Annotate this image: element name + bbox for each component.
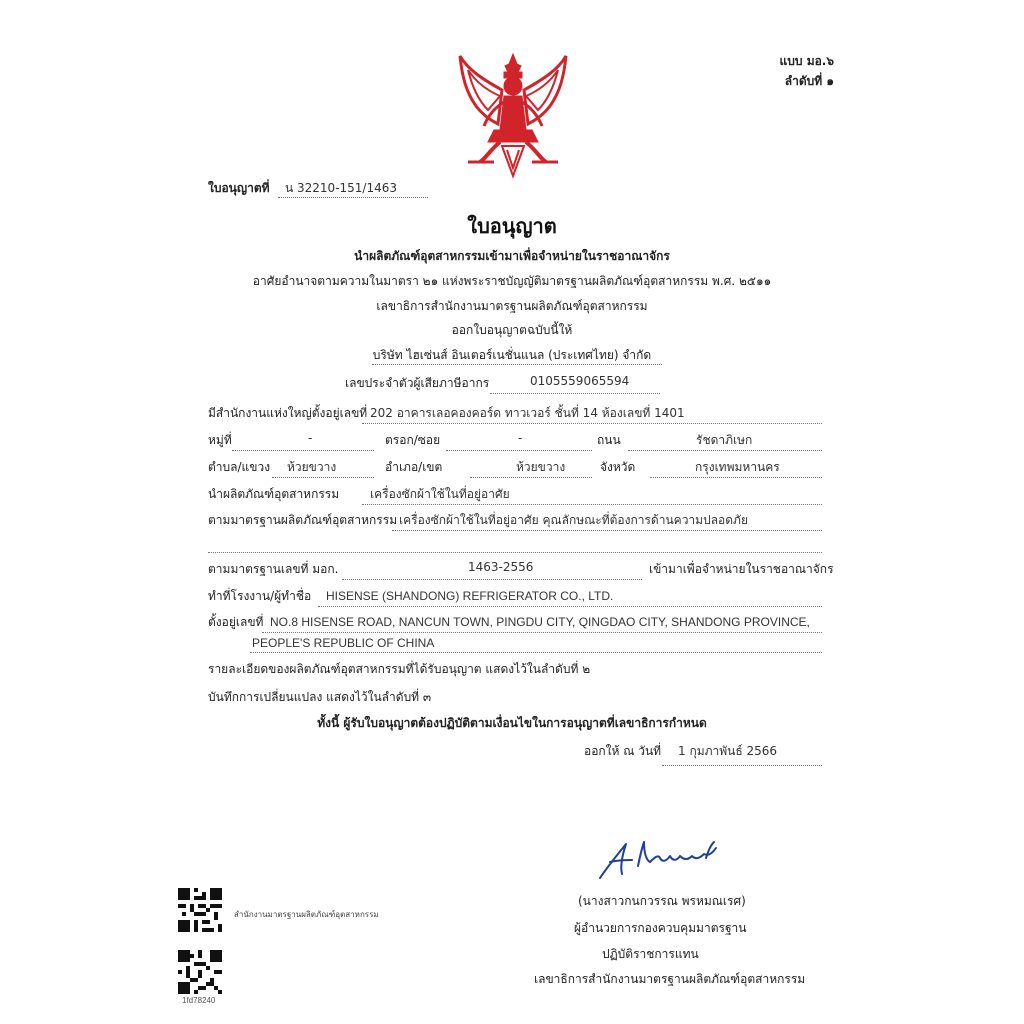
tax-id-dots — [490, 393, 660, 394]
moo-value: - — [308, 431, 313, 445]
province-label: จังหวัด — [600, 460, 636, 474]
road-value: รัชดาภิเษก — [696, 433, 753, 447]
factory-dots — [318, 606, 822, 607]
tis-label: ตามมาตรฐานเลขที่ มอก. — [208, 562, 339, 576]
office-dots — [362, 423, 822, 424]
soi-value: - — [518, 431, 523, 445]
province-value: กรุงเทพมหานคร — [695, 460, 780, 474]
tis-dots — [342, 579, 642, 580]
soi-label: ตรอก/ซอย — [385, 433, 441, 447]
standard-label: ตามมาตรฐานผลิตภัณฑ์อุตสาหกรรม — [208, 513, 398, 527]
road-dots — [628, 450, 822, 451]
address-dots-2 — [250, 652, 822, 653]
standard-dots — [392, 530, 822, 531]
tax-id-label: เลขประจำตัวผู้เสียภาษีอากร — [345, 376, 490, 390]
standard-value: เครื่องซักผ้าใช้ในที่อยู่อาศัย คุณลักษณะที่ต้องการด้านความปลอดภัย — [399, 513, 748, 527]
issue-date-label: ออกให้ ณ วันที่ — [584, 744, 662, 758]
soi-dots — [446, 450, 592, 451]
tambon-label: ตำบล/แขวง — [208, 460, 271, 474]
details-note: รายละเอียดของผลิตภัณฑ์อุตสาหกรรมที่ได้รับอนุญาต แสดงไว้ในลำดับที่ ๒ — [208, 662, 591, 676]
license-number: น 32210-151/1463 — [285, 181, 398, 195]
signer-title: เลขาธิการสำนักงานมาตรฐานผลิตภัณฑ์อุตสาหกรรม — [534, 972, 806, 986]
moo-label: หมู่ที่ — [208, 433, 232, 447]
amphoe-value: ห้วยขวาง — [516, 460, 566, 474]
address-label: ตั้งอยู่เลขที่ — [208, 615, 264, 629]
license-number-dots — [278, 197, 428, 198]
tambon-value: ห้วยขวาง — [287, 460, 337, 474]
license-number-label: ใบอนุญาตที่ — [208, 181, 270, 195]
authority-line: อาศัยอำนาจตามความในมาตรา ๒๑ แห่งพระราชบัญญัติมาตรฐานผลิตภัณฑ์อุตสาหกรรม พ.ศ. ๒๕๑๑ — [252, 274, 772, 288]
issue-line: ออกใบอนุญาตฉบับนี้ให้ — [451, 323, 573, 337]
office-value: 202 อาคารเลอคองคอร์ด ทาวเวอร์ ชั้นที่ 14 ห้องเลขที่ 1401 — [370, 406, 685, 420]
qr-caption: สำนักงานมาตรฐานผลิตภัณฑ์อุตสาหกรรม — [234, 910, 379, 919]
address-line-2: PEOPLE'S REPUBLIC OF CHINA — [252, 636, 435, 650]
company-dots — [372, 364, 662, 365]
condition-text: ทั้งนี้ ผู้รับใบอนุญาตต้องปฏิบัติตามเงื่อนไขในการอนุญาตที่เลขาธิการกำหนด — [317, 716, 707, 730]
address-dots-1 — [262, 632, 822, 633]
amphoe-label: อำเภอ/เขต — [385, 460, 443, 474]
product-dots — [362, 504, 822, 505]
moo-dots — [232, 450, 374, 451]
qr-code-icon[interactable] — [178, 888, 222, 932]
issue-date-value: 1 กุมภาพันธ์ 2566 — [678, 744, 778, 758]
standard-dots-2 — [208, 552, 822, 553]
tax-id-value: 0105559065594 — [530, 374, 630, 388]
document-code: 1fd78240 — [182, 996, 216, 1005]
signer-position: ผู้อำนวยการกองควบคุมมาตรฐาน — [574, 921, 747, 935]
tis-value: 1463-2556 — [468, 560, 534, 574]
garuda-emblem — [454, 50, 572, 182]
address-line-1: NO.8 HISENSE ROAD, NANCUN TOWN, PINGDU CITY, QINGDAO CITY, SHANDONG PROVINCE, — [270, 615, 810, 629]
signer-acting: ปฏิบัติราชการแทน — [602, 947, 699, 961]
document-title: ใบอนุญาต — [467, 214, 557, 238]
factory-value: HISENSE (SHANDONG) REFRIGERATOR CO., LTD. — [326, 589, 614, 603]
signer-name: (นางสาวกนกวรรณ พรหมณเรศ) — [578, 894, 746, 908]
secretary-line: เลขาธิการสำนักงานมาตรฐานผลิตภัณฑ์อุตสาหกรรม — [376, 299, 648, 313]
form-code: แบบ มอ.๖ — [779, 54, 834, 68]
tis-suffix: เข้ามาเพื่อจำหน่ายในราชอาณาจักร — [649, 562, 834, 576]
product-label: นำผลิตภัณฑ์อุตสาหกรรม — [208, 487, 340, 501]
form-order: ลำดับที่ ๑ — [784, 74, 834, 88]
office-label: มีสำนักงานแห่งใหญ่ตั้งอยู่เลขที่ — [208, 406, 368, 420]
company-name: บริษัท ไฮเซ่นส์ อินเตอร์เนชั่นแนล (ประเทศไทย) จำกัด — [372, 348, 652, 362]
product-value: เครื่องซักผ้าใช้ในที่อยู่อาศัย — [370, 487, 510, 501]
province-dots — [650, 477, 822, 478]
tambon-dots — [272, 477, 374, 478]
signature — [596, 836, 726, 882]
amphoe-dots — [470, 477, 592, 478]
issue-date-dots — [662, 765, 822, 766]
change-note: บันทึกการเปลี่ยนแปลง แสดงไว้ในลำดับที่ ๓ — [208, 690, 432, 704]
qr-code-verify-icon[interactable] — [178, 950, 222, 994]
factory-label: ทำที่โรงงาน/ผู้ทำชื่อ — [208, 589, 312, 603]
document-subtitle: นำผลิตภัณฑ์อุตสาหกรรมเข้ามาเพื่อจำหน่ายในราชอาณาจักร — [354, 249, 670, 263]
road-label: ถนน — [597, 433, 621, 447]
